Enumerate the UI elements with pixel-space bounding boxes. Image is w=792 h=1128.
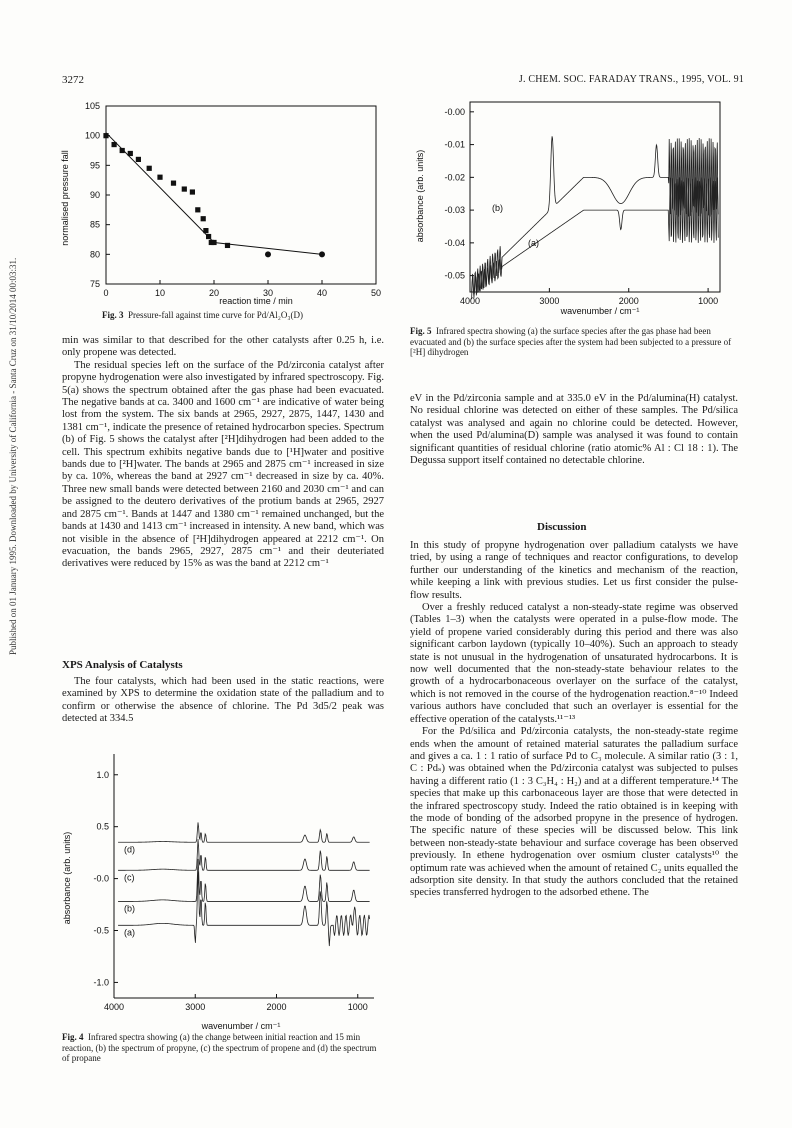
fig4-y-tick-label: 0.5	[96, 821, 109, 832]
fig3-data-point	[112, 142, 117, 147]
paragraph: In this study of propyne hydrogenation over palladium catalysts we have tried, by using a range of techniques and reactor configurations, to develop further our understanding of the kinetics and mechanism of the reaction, while keeping a link with previous studies. Let us first consider the pulse-flow results.	[410, 540, 738, 601]
right-column-top-text	[410, 393, 738, 467]
fig4-series-label: (a)	[124, 927, 135, 938]
fig4-series-label: (d)	[124, 844, 135, 855]
fig4-x-tick-label: 2000	[266, 1002, 287, 1012]
paragraph: For the Pd/silica and Pd/zirconia catalysts, the non-steady-state regime ends when the amount of retained material saturates the palladium surface and gives a ca. 1 : 1 ratio of surface Pd to C₃ molecule. A similar ratio (3 : 1, C : Pdₛ) was obtained when the Pd/zirconia catalyst was subjected to pulses having a different ratio (1 : 3 C₃H₄ : H₂) and at a different temperature.¹⁴ The species that make up this carbonaceous layer are those that were detected in the infrared spectroscopy study. Indeed the ratio obtained is in keeping with the mode of bonding of the adsorbed propyne in the presence of hydrogen. The specific nature of these species will be discussed below. This link between non-steady-state behaviour and surface coverage has been observed previously. In ethene hydrogenation over osmium cluster catalysts¹⁰ the optimum rate was achieved when the amount of retained C₂ units equalled the adsorption site density. In that study the authors concluded that the retained species transferred hydrogen to the adsorbed ethene. The	[410, 726, 738, 899]
fig3-data-point	[225, 243, 230, 248]
fig4-x-tick-label: 4000	[103, 1002, 125, 1012]
fig5-x-tick-label: 1000	[698, 296, 719, 306]
fig4-series-line	[118, 859, 370, 902]
paragraph: eV in the Pd/zirconia sample and at 335.0 eV in the Pd/alumina(H) catalyst. No residual chlorine was detected on either of these samples. The Pd/silica catalyst was analysed and again no chlorine could be detected. However, when the used Pd/alumina(D) sample was analysed it was found to contain significant quantities of residual chlorine (ratio atomic% Al : Cl 18 : 1). The Degussa support itself contained no detectable chlorine.	[410, 393, 738, 467]
fig5-x-tick-label: 2000	[618, 296, 639, 306]
fig4-series-line	[118, 822, 370, 842]
fig5-y-tick-label: -0.03	[444, 205, 465, 216]
fig5-y-tick-label: -0.05	[444, 270, 465, 281]
fig4-series-line	[118, 839, 370, 870]
xps-heading: XPS Analysis of Catalysts	[62, 659, 183, 671]
fig4-x-tick-label: 1000	[347, 1002, 368, 1012]
fig4-series-line	[118, 871, 370, 946]
fig4-ylabel: absorbance (arb. units)	[62, 831, 72, 925]
fig3-xlabel: reaction time / min	[219, 296, 293, 306]
fig3-trend-line	[106, 133, 322, 255]
paragraph: The four catalysts, which had been used in the static reactions, were examined by XPS to determine the oxidation state of the palladium and to confirm or otherwise the absence of chlorine. The Pd 3d5/2 peak was detected at 334.5	[62, 676, 384, 725]
paragraph: The residual species left on the surface of the Pd/zirconia catalyst after propyne hydrogenation were also investigated by infrared spectroscopy. Fig. 5(a) shows the spectrum obtained after the gas phase had been evacuated. The negative bands at ca. 3400 and 1600 cm⁻¹ are indicative of water being lost from the system. The six bands at 2965, 2927, 2875, 1447, 1430 and 1381 cm⁻¹, indicate the presence of retained hydrocarbon species. Spectrum (b) of Fig. 5 shows the catalyst after [²H]dihydrogen had been added to the cell. This spectrum exhibits negative bands due to [¹H]water and positive bands due to [²H]water. The bands at 2965 and 2875 cm⁻¹ increased in size by ca. 10%, whereas the band at 2927 cm⁻¹ decreased in size by ca. 40%. Three new small bands were detected between 2160 and 2030 cm⁻¹ and can be assigned to the deutero derivatives of the protium bands at 2965, 2927 and 2875 cm⁻¹. Bands at 1447 and 1380 cm⁻¹ remained unchanged, but the bands at 1430 and 1413 cm⁻¹ increased in intensity. A new band, which was not visible in the absence of [²H]dihydrogen appeared at 2212 cm⁻¹. On evacuation, the bands 2965, 2927, 2875 cm⁻¹ and their deuteriated derivatives were reduced by 15% as was the band at 2212 cm⁻¹	[62, 359, 384, 570]
fig5-y-tick-label: -0.00	[444, 106, 465, 117]
fig3-data-point	[195, 207, 200, 212]
discussion-text	[410, 540, 738, 900]
fig3-data-point	[136, 157, 141, 162]
fig3-data-point	[211, 240, 216, 245]
fig4-series-label: (b)	[124, 903, 135, 914]
fig3-data-point	[201, 216, 206, 221]
fig4-xlabel: wavenumber / cm⁻¹	[201, 1021, 281, 1031]
page-number: 3272	[62, 74, 84, 86]
fig4-series-label: (c)	[124, 872, 135, 883]
fig3-ylabel: normalised pressure fall	[60, 150, 70, 246]
fig4-y-tick-label: -1.0	[93, 977, 109, 988]
paragraph: Over a freshly reduced catalyst a non-steady-state regime was observed (Tables 1–3) when the catalysts were operated in a pulse-flow mode. The yield of propene varied considerably during this period and there was also significant carbon laydown (typically 10–40%). Such an approach to steady state is not unusual in the hydrogenation of unsaturated hydrocarbons. It is now well documented that the non-steady-state behaviour relates to the growth of a hydrocarbonaceous overlayer on the surface of the catalyst, which is not removed in the course of the hydrogenation reaction.⁸⁻¹⁰ Indeed various authors have concluded that such an overlayer is essential for the effective operation of the catalysts.¹¹⁻¹³	[410, 602, 738, 725]
fig3-data-point	[171, 181, 176, 186]
fig5-label-a: (a)	[528, 238, 539, 248]
fig3-y-tick-label: 80	[89, 249, 100, 260]
download-notice: Published on 01 January 1995. Downloaded by University of California - Santa Cruz on 31/10/2014 00:03:31.	[8, 257, 18, 655]
fig3-data-point	[103, 133, 108, 138]
fig3-data-point	[147, 166, 152, 171]
fig3-y-tick-label: 95	[89, 160, 100, 171]
fig3-caption: Fig. 3 Pressure-fall against time curve for Pd/Al₂O₃(D)	[102, 310, 303, 320]
fig4-x-tick-label: 3000	[185, 1002, 206, 1012]
fig3-data-point	[206, 234, 211, 239]
fig3-y-tick-label: 90	[89, 190, 100, 200]
fig3-data-point	[128, 151, 133, 156]
fig3-data-point	[120, 148, 125, 153]
fig5-y-tick-label: -0.01	[444, 139, 465, 150]
fig3-y-tick-label: 85	[89, 219, 100, 230]
fig3-x-tick-label: 0	[103, 288, 109, 298]
fig5-series-b	[472, 136, 719, 299]
fig3-x-tick-label: 10	[154, 288, 166, 298]
fig3-data-point	[319, 251, 325, 257]
fig3-data-point	[157, 175, 162, 180]
fig4-y-tick-label: -0.5	[93, 925, 109, 936]
fig3-y-tick-label: 105	[84, 101, 100, 111]
fig5-caption: Fig. 5 Infrared spectra showing (a) the surface species after the gas phase had been evacuated and (b) the surface species after the system had been subjected to a pressure of [²H] dihydrogen	[410, 326, 732, 358]
fig3-x-tick-label: 20	[208, 288, 220, 298]
paragraph: min was similar to that described for the other catalysts after 0.25 h, i.e. only propene was detected.	[62, 335, 384, 359]
fig5-xlabel: wavenumber / cm⁻¹	[560, 306, 640, 316]
left-column-text	[62, 335, 384, 571]
fig3-data-point	[265, 251, 271, 257]
fig4-y-tick-label: -0.0	[93, 873, 109, 884]
fig3-x-tick-label: 30	[262, 288, 274, 298]
fig4-caption: Fig. 4 Infrared spectra showing (a) the change between initial reaction and 15 min reaction, (b) the spectrum of propyne, (c) the spectrum of propene and (d) the spectrum of propane	[62, 1032, 377, 1064]
fig3-data-point	[182, 186, 187, 191]
fig5-label-b: (b)	[492, 203, 503, 213]
fig3-y-tick-label: 75	[89, 279, 100, 289]
fig3-axes	[106, 106, 376, 284]
fig4-chart	[56, 748, 388, 1038]
discussion-heading: Discussion	[537, 521, 587, 533]
fig5-x-tick-label: 3000	[539, 296, 560, 306]
fig5-ylabel: absorbance (arb. units)	[415, 149, 425, 243]
fig3-chart	[56, 98, 386, 310]
fig4-y-tick-label: 1.0	[96, 769, 109, 780]
fig3-data-point	[190, 189, 195, 194]
fig5-x-tick-label: 4000	[459, 296, 481, 306]
journal-header: J. CHEM. SOC. FARADAY TRANS., 1995, VOL. 91	[518, 74, 744, 85]
fig5-chart	[410, 96, 730, 316]
fig5-series-a	[472, 177, 719, 295]
fig5-y-tick-label: -0.04	[444, 237, 465, 248]
fig3-x-tick-label: 50	[370, 288, 382, 298]
fig3-x-tick-label: 40	[316, 288, 328, 298]
fig3-y-tick-label: 100	[84, 130, 100, 141]
fig3-data-point	[203, 228, 208, 233]
xps-text	[62, 676, 384, 726]
fig5-y-tick-label: -0.02	[444, 172, 465, 183]
